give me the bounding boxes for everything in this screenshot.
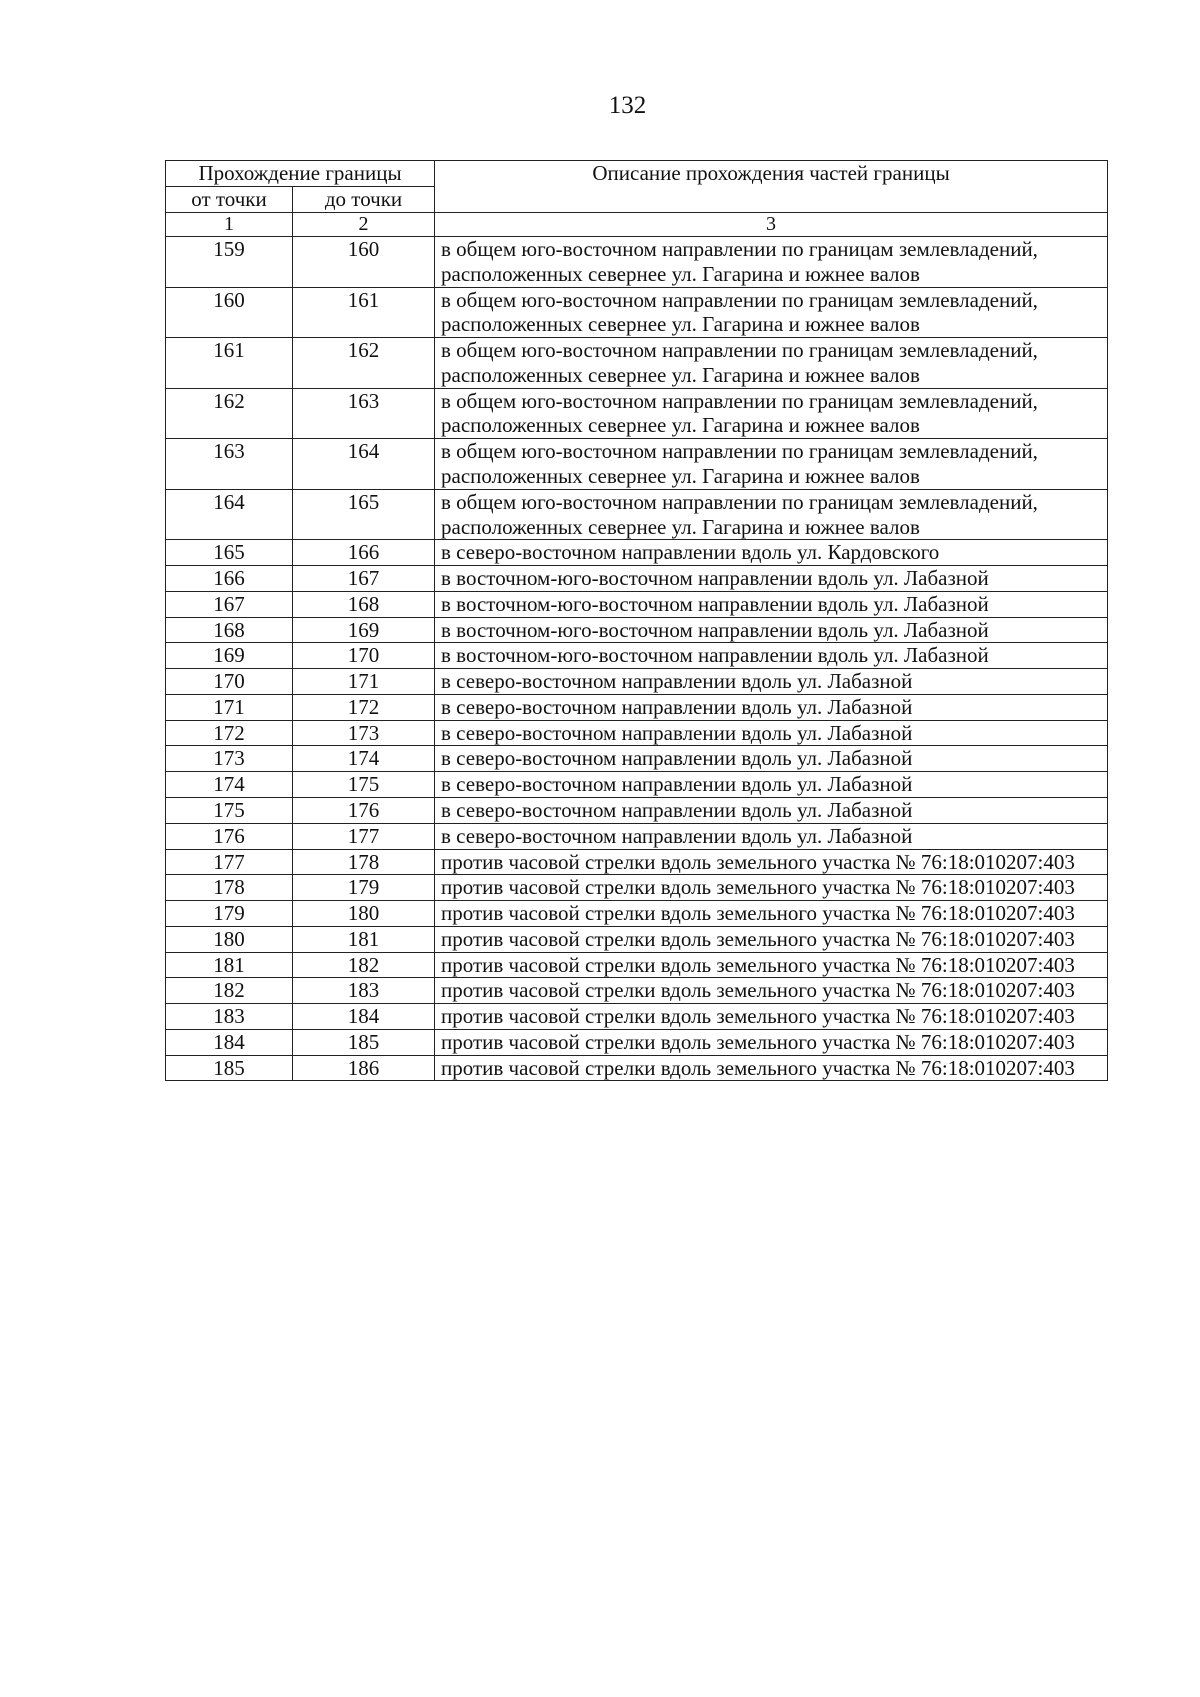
description-cell: против часовой стрелки вдоль земельного участка № 76:18:010207:403 [435, 1029, 1108, 1055]
table-row [166, 489, 1108, 540]
column-index-3: 3 [435, 212, 1108, 237]
from-point-cell: 173 [166, 746, 293, 772]
table-row [166, 797, 1108, 823]
to-point-cell: 174 [293, 746, 435, 772]
to-point-cell: 172 [293, 694, 435, 720]
description-cell: в северо-восточном направлении вдоль ул. Лабазной [435, 772, 1108, 798]
to-point-cell: 170 [293, 643, 435, 669]
description-cell: в северо-восточном направлении вдоль ул. Лабазной [435, 694, 1108, 720]
to-point-cell: 167 [293, 566, 435, 592]
from-point-cell: 179 [166, 901, 293, 927]
to-point-cell: 178 [293, 849, 435, 875]
from-point-cell: 180 [166, 926, 293, 952]
from-point-cell: 171 [166, 694, 293, 720]
from-point-cell: 162 [166, 388, 293, 439]
from-point-cell: 182 [166, 978, 293, 1004]
description-cell: в общем юго-восточном направлении по границам землевладений, расположенных севернее ул. Гагарина и южнее валов [435, 287, 1108, 338]
to-point-cell: 171 [293, 669, 435, 695]
table-row [166, 901, 1108, 927]
from-point-cell: 181 [166, 952, 293, 978]
table-row [166, 720, 1108, 746]
from-point-cell: 165 [166, 540, 293, 566]
from-point-cell: 160 [166, 287, 293, 338]
to-point-cell: 181 [293, 926, 435, 952]
table-row [166, 1055, 1108, 1081]
description-cell: против часовой стрелки вдоль земельного участка № 76:18:010207:403 [435, 849, 1108, 875]
description-cell: против часовой стрелки вдоль земельного участка № 76:18:010207:403 [435, 1004, 1108, 1030]
table-row [166, 540, 1108, 566]
from-point-cell: 164 [166, 489, 293, 540]
description-cell: в северо-восточном направлении вдоль ул. Кардовского [435, 540, 1108, 566]
table-row [166, 849, 1108, 875]
to-point-cell: 165 [293, 489, 435, 540]
table-row [166, 338, 1108, 389]
from-point-cell: 161 [166, 338, 293, 389]
table-row [166, 772, 1108, 798]
from-point-cell: 163 [166, 439, 293, 490]
from-point-cell: 177 [166, 849, 293, 875]
from-point-cell: 174 [166, 772, 293, 798]
description-cell: в северо-восточном направлении вдоль ул. Лабазной [435, 669, 1108, 695]
description-cell: в общем юго-восточном направлении по границам землевладений, расположенных севернее ул. Гагарина и южнее валов [435, 388, 1108, 439]
description-cell: против часовой стрелки вдоль земельного участка № 76:18:010207:403 [435, 978, 1108, 1004]
from-point-cell: 166 [166, 566, 293, 592]
table-row [166, 1004, 1108, 1030]
description-cell: в восточном-юго-восточном направлении вдоль ул. Лабазной [435, 591, 1108, 617]
table-row [166, 823, 1108, 849]
to-point-cell: 162 [293, 338, 435, 389]
table-row [166, 694, 1108, 720]
column-index-2: 2 [293, 212, 435, 237]
description-cell: в восточном-юго-восточном направлении вдоль ул. Лабазной [435, 643, 1108, 669]
table-row [166, 566, 1108, 592]
from-point-cell: 168 [166, 617, 293, 643]
from-point-cell: 172 [166, 720, 293, 746]
from-point-cell: 184 [166, 1029, 293, 1055]
description-cell: в северо-восточном направлении вдоль ул. Лабазной [435, 823, 1108, 849]
table-row [166, 1029, 1108, 1055]
to-point-header: до точки [293, 186, 435, 212]
from-point-cell: 169 [166, 643, 293, 669]
table-row [166, 287, 1108, 338]
description-cell: против часовой стрелки вдоль земельного участка № 76:18:010207:403 [435, 875, 1108, 901]
from-point-cell: 170 [166, 669, 293, 695]
from-point-cell: 176 [166, 823, 293, 849]
table-row [166, 875, 1108, 901]
description-header: Описание прохождения частей границы [435, 161, 1108, 213]
description-cell: против часовой стрелки вдоль земельного участка № 76:18:010207:403 [435, 926, 1108, 952]
page-number: 132 [608, 92, 647, 119]
to-point-cell: 179 [293, 875, 435, 901]
boundary-table [165, 160, 1108, 1081]
to-point-cell: 164 [293, 439, 435, 490]
table-header [166, 161, 1108, 237]
description-cell: в северо-восточном направлении вдоль ул. Лабазной [435, 746, 1108, 772]
description-cell: против часовой стрелки вдоль земельного участка № 76:18:010207:403 [435, 1055, 1108, 1081]
description-cell: в северо-восточном направлении вдоль ул. Лабазной [435, 720, 1108, 746]
table-row [166, 746, 1108, 772]
description-cell: против часовой стрелки вдоль земельного участка № 76:18:010207:403 [435, 952, 1108, 978]
to-point-cell: 184 [293, 1004, 435, 1030]
table-row [166, 926, 1108, 952]
description-cell: в восточном-юго-восточном направлении вдоль ул. Лабазной [435, 617, 1108, 643]
from-point-cell: 167 [166, 591, 293, 617]
to-point-cell: 166 [293, 540, 435, 566]
to-point-cell: 183 [293, 978, 435, 1004]
to-point-cell: 160 [293, 237, 435, 288]
table-body [166, 237, 1108, 1081]
description-cell: против часовой стрелки вдоль земельного участка № 76:18:010207:403 [435, 901, 1108, 927]
description-cell: в восточном-юго-восточном направлении вдоль ул. Лабазной [435, 566, 1108, 592]
to-point-cell: 173 [293, 720, 435, 746]
to-point-cell: 177 [293, 823, 435, 849]
from-point-cell: 183 [166, 1004, 293, 1030]
from-point-cell: 159 [166, 237, 293, 288]
table-row [166, 237, 1108, 288]
table-row [166, 952, 1108, 978]
to-point-cell: 175 [293, 772, 435, 798]
to-point-cell: 185 [293, 1029, 435, 1055]
description-cell: в общем юго-восточном направлении по границам землевладений, расположенных севернее ул. Гагарина и южнее валов [435, 489, 1108, 540]
to-point-cell: 186 [293, 1055, 435, 1081]
to-point-cell: 163 [293, 388, 435, 439]
description-cell: в северо-восточном направлении вдоль ул. Лабазной [435, 797, 1108, 823]
boundary-passage-header: Прохождение границы [166, 161, 435, 187]
from-point-cell: 178 [166, 875, 293, 901]
table-row [166, 669, 1108, 695]
column-index-1: 1 [166, 212, 293, 237]
to-point-cell: 161 [293, 287, 435, 338]
table-row [166, 643, 1108, 669]
description-cell: в общем юго-восточном направлении по границам землевладений, расположенных севернее ул. Гагарина и южнее валов [435, 338, 1108, 389]
table-row [166, 439, 1108, 490]
table-row [166, 617, 1108, 643]
from-point-cell: 185 [166, 1055, 293, 1081]
to-point-cell: 180 [293, 901, 435, 927]
table-row [166, 591, 1108, 617]
from-point-header: от точки [166, 186, 293, 212]
to-point-cell: 176 [293, 797, 435, 823]
to-point-cell: 168 [293, 591, 435, 617]
description-cell: в общем юго-восточном направлении по границам землевладений, расположенных севернее ул. Гагарина и южнее валов [435, 439, 1108, 490]
from-point-cell: 175 [166, 797, 293, 823]
description-cell: в общем юго-восточном направлении по границам землевладений, расположенных севернее ул. Гагарина и южнее валов [435, 237, 1108, 288]
to-point-cell: 169 [293, 617, 435, 643]
table-row [166, 978, 1108, 1004]
table-row [166, 388, 1108, 439]
to-point-cell: 182 [293, 952, 435, 978]
